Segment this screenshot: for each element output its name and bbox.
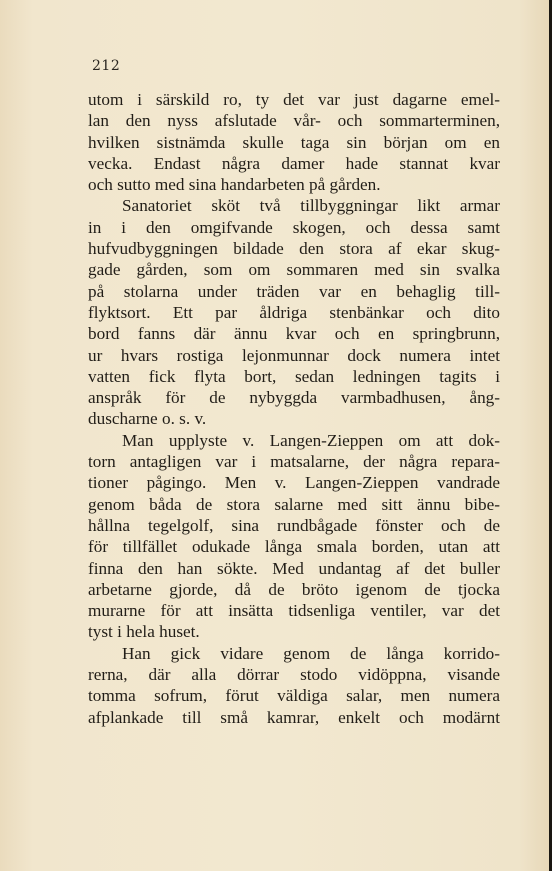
text-line: hufvudbyggningen bildade den stora af ekar skug- <box>88 239 500 259</box>
text-line: tomma sofrum, förut väldiga salar, men numera <box>88 686 500 706</box>
text-line: flyktsort. Ett par åldriga stenbänkar och dito <box>88 302 500 322</box>
text-line: afplankade till små kamrar, enkelt och modärnt <box>88 707 500 727</box>
text-line: in i den omgifvande skogen, och dessa samt <box>88 217 500 237</box>
text-line: hvilken sistnämda skulle taga sin början om en <box>88 132 500 152</box>
text-line: finna den han sökte. Med undantag af det buller <box>88 558 500 578</box>
text-line: anspråk för de nybyggda varmbadhusen, ång- <box>88 388 500 408</box>
body-text <box>88 89 500 728</box>
text-line: tioner pågingo. Men v. Langen-Zieppen vandrade <box>88 473 500 493</box>
page-number: 212 <box>92 58 121 74</box>
text-line: Sanatoriet sköt två tillbyggningar likt armar <box>122 196 500 216</box>
text-line: Man upplyste v. Langen-Zieppen om att dok- <box>122 430 500 450</box>
text-line: tyst i hela huset. <box>88 622 200 642</box>
text-line: vatten fick flyta bort, sedan ledningen tagits i <box>88 366 500 386</box>
text-line: genom båda de stora salarne med sitt ännu bibe- <box>88 494 500 514</box>
text-line: torn antagligen var i matsalarne, der några repara- <box>88 452 500 472</box>
text-line: bord fanns där ännu kvar och en springbrunn, <box>88 324 500 344</box>
text-line: utom i särskild ro, ty det var just dagarne emel- <box>88 90 500 109</box>
text-line: duscharne o. s. v. <box>88 409 207 429</box>
text-line: ur hvars rostiga lejonmunnar dock numera intet <box>88 345 500 365</box>
text-line: vecka. Endast några damer hade stannat kvar <box>88 153 500 173</box>
text-line: gade gården, som om sommaren med sin svalka <box>88 260 500 280</box>
text-line: murarne för att insätta tidsenliga ventiler, var det <box>88 601 500 621</box>
text-line: på stolarna under träden var en behaglig till- <box>88 281 500 301</box>
text-line: arbetarne gjorde, då de bröto igenom de tjocka <box>88 579 500 599</box>
text-line: Han gick vidare genom de långa korrido- <box>122 643 500 663</box>
text-line: och sutto med sina handarbeten på gården. <box>88 175 381 195</box>
text-line: för tillfället odukade långa smala borden, utan att <box>88 537 500 557</box>
text-line: rerna, där alla dörrar stodo vidöppna, visande <box>88 665 500 685</box>
text-line: hållna tegelgolf, sina rundbågade fönster och de <box>88 515 500 535</box>
text-line: lan den nyss afslutade vår- och sommarterminen, <box>88 111 500 131</box>
